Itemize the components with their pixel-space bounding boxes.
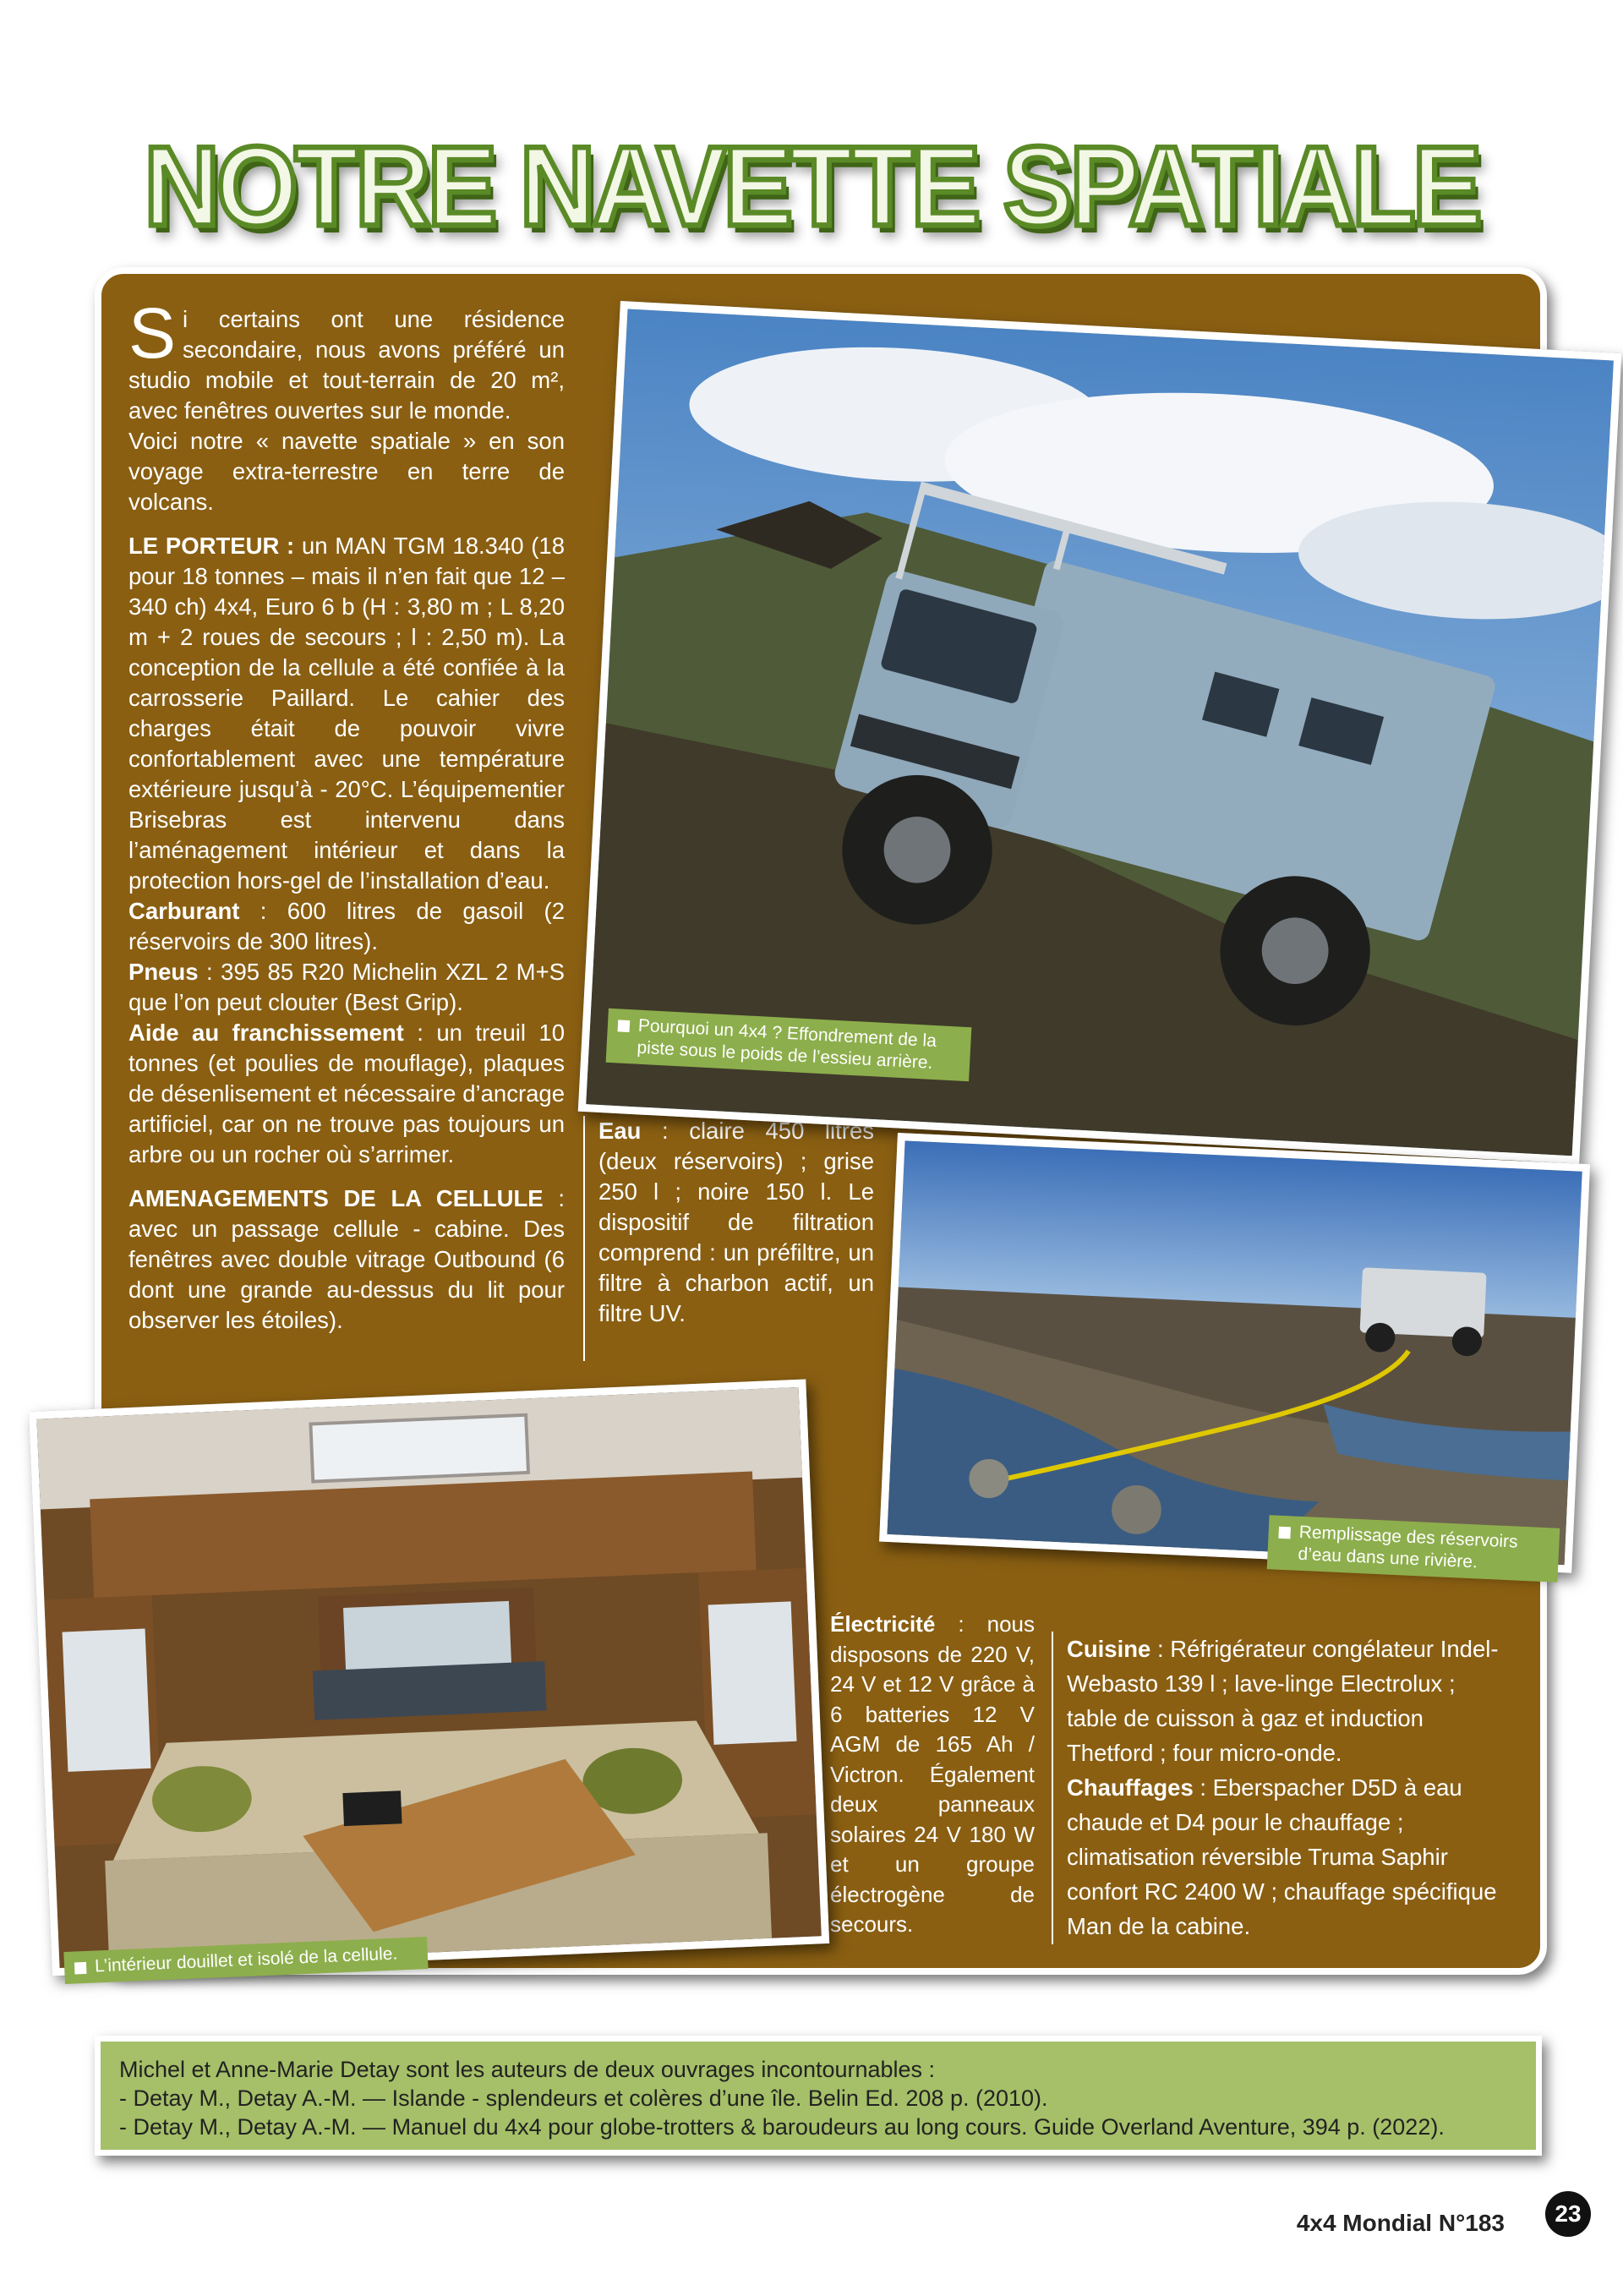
column-divider xyxy=(583,1116,585,1361)
eau-label: Eau xyxy=(598,1118,642,1144)
pneus-label: Pneus xyxy=(128,959,199,985)
caption-text: Pourquoi un 4x4 ? Effondrement de la piste sous le poids de l’essieu arrière. xyxy=(636,1015,937,1073)
chauffages-label: Chauffages xyxy=(1067,1774,1194,1801)
electricite-paragraph xyxy=(830,1610,1035,1940)
column-divider xyxy=(1052,1632,1053,1944)
cuisine-label: Cuisine xyxy=(1067,1636,1151,1662)
porteur-text: un MAN TGM 18.340 (18 pour 18 tonnes – mais il n’en fait que 12 – 340 ch) 4x4, Euro 6 b (H : 3,80 m ; L 8,20 m + 2 roues de secours ; l : 2,50 m). La conception de la cellule a été confiée à la carrosserie Paillard. Le cahier des charges était de pouvoir vivre confortablement avec une température extérieure jusqu’à - 20°C. L’équipementier Brisebras est intervenu dans l’aménagement intérieur et dans la protection hors-gel de l’installation d’eau. xyxy=(128,533,566,894)
amenagements-paragraph xyxy=(128,1184,565,1336)
carburant-label: Carburant xyxy=(128,898,240,924)
carburant-paragraph xyxy=(128,896,565,957)
river-illustration xyxy=(887,1140,1582,1565)
franchissement-paragraph xyxy=(128,1018,565,1170)
cuisine-paragraph xyxy=(1067,1632,1506,1770)
franchissement-text: : un treuil 10 tonnes (et poulies de mouflage), plaques de désenlisement et nécessaire d’ancrage artificiel, car on ne trouve pas toujours un arbre ou un rocher où s’arrimer. xyxy=(128,1020,565,1167)
intro-text-2: Voici notre « navette spatiale » en son voyage extra-terrestre en terre de volcans. xyxy=(128,428,565,515)
credits-line: - Detay M., Detay A.-M. — Islande - splendeurs et colères d’une île. Belin Ed. 208 p. (2010). xyxy=(119,2086,1048,2111)
credits-line: - Detay M., Detay A.-M. — Manuel du 4x4 pour globe-trotters & baroudeurs au long cours. Guide Overland Aventure, 394 p. (2022). xyxy=(119,2114,1445,2140)
page-number: 23 xyxy=(1545,2191,1591,2237)
amenagements-label: AMENAGEMENTS DE LA CELLULE xyxy=(128,1185,544,1211)
pneus-text: : 395 85 R20 Michelin XZL 2 M+S que l’on peut clouter (Best Grip). xyxy=(128,959,565,1015)
pneus-paragraph xyxy=(128,957,565,1018)
eau-paragraph xyxy=(598,1116,874,1329)
caption-bullet xyxy=(74,1962,87,1975)
river-photo xyxy=(879,1133,1590,1573)
left-column xyxy=(128,293,566,1349)
credits-line: Michel et Anne-Marie Detay sont les auteurs de deux ouvrages incontournables : xyxy=(119,2057,936,2082)
carburant-text: : 600 litres de gasoil (2 réservoirs de 300 litres). xyxy=(128,898,565,954)
eau-text: : claire 450 litres (deux réservoirs) ; grise 250 l ; noire 150 l. Le dispositif de filtration comprend : un préfiltre, un filtre à charbon actif, un filtre UV. xyxy=(598,1118,874,1326)
electricite-label: Électricité xyxy=(830,1611,936,1637)
porteur-label: LE PORTEUR : xyxy=(128,533,295,559)
amenagements-text: : avec un passage cellule - cabine. Des fenêtres avec double vitrage Outbound (6 dont une grande au-dessus du lit pour observer les étoiles). xyxy=(128,1185,566,1333)
caption-bullet xyxy=(1278,1527,1291,1539)
eau-column xyxy=(598,1116,874,1342)
caption-text: L’intérieur douillet et isolé de la cellule. xyxy=(94,1943,398,1976)
caption-text: Remplissage des réservoirs d’eau dans une rivière. xyxy=(1298,1522,1519,1572)
drop-cap: S xyxy=(128,293,177,373)
intro-text-1: i certains ont une résidence secondaire, nous avons préféré un studio mobile et tout-terrain de 20 m², avec fenêtres ouvertes sur le monde. xyxy=(128,306,565,424)
porteur-paragraph xyxy=(128,531,565,896)
franchissement-label: Aide au franchissement xyxy=(128,1020,404,1046)
intro-paragraph xyxy=(128,293,565,517)
chauffages-paragraph xyxy=(1067,1770,1506,1943)
caption-bullet xyxy=(618,1020,631,1032)
electricite-column xyxy=(830,1610,1035,1954)
chauffages-text: : Eberspacher D5D à eau chaude et D4 pour le chauffage ; climatisation réversible Truma Saphir confort RC 2400 W ; chauffage spécifique Man de la cabine. xyxy=(1067,1774,1497,1939)
cuisine-column xyxy=(1067,1632,1506,1957)
electricite-text: : nous disposons de 220 V, 24 V et 12 V grâce à 6 batteries 12 V AGM de 165 Ah / Victron. Également deux panneaux solaires 24 V 180 W et un groupe électrogène de secours. xyxy=(830,1611,1035,1937)
magazine-issue: 4x4 Mondial N°183 xyxy=(1296,2210,1505,2236)
page-title: NOTRE NAVETTE SPATIALE xyxy=(144,123,1479,250)
cuisine-text: : Réfrigérateur congélateur Indel-Webasto 139 l ; lave-linge Electrolux ; table de cuisson à gaz et induction Thetford ; four micro-onde. xyxy=(1067,1636,1499,1766)
interior-illustration xyxy=(36,1387,821,1968)
credits-box xyxy=(95,2036,1542,2156)
interior-photo xyxy=(29,1379,829,1976)
